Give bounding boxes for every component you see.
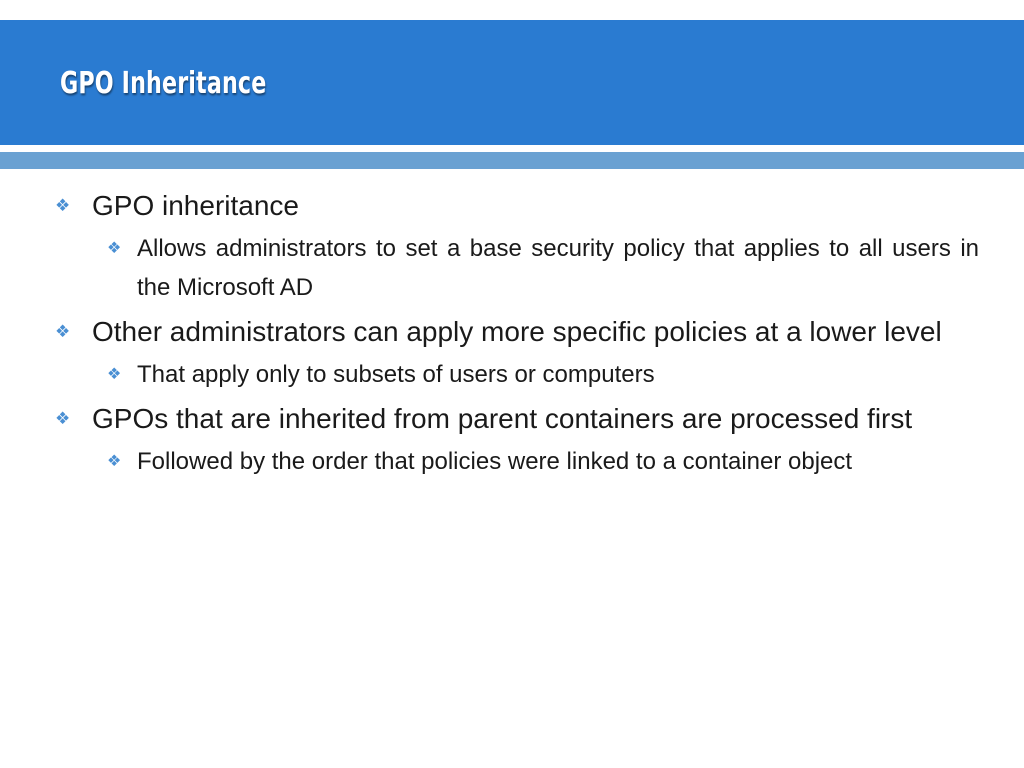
diamond-cluster-icon: ❖ xyxy=(55,322,71,341)
bullet-text: GPOs that are inherited from parent containers are processed first xyxy=(92,403,913,434)
bullet-item xyxy=(55,398,979,440)
bullet-list xyxy=(55,185,979,481)
diamond-cluster-icon: ❖ xyxy=(107,240,122,257)
bullet-text: Followed by the order that policies were linked to a container object xyxy=(137,448,853,475)
bullet-text: Allows administrators to set a base security policy that applies to all users in the Microsoft AD xyxy=(137,235,979,301)
slide-title: GPO Inheritance xyxy=(60,66,267,101)
bullet-item xyxy=(55,185,979,227)
bullet-text: GPO inheritance xyxy=(92,190,299,221)
sub-bullet-item xyxy=(55,229,979,307)
bullet-text: That apply only to subsets of users or computers xyxy=(137,361,655,388)
bullet-text: Other administrators can apply more specific policies at a lower level xyxy=(92,316,942,347)
sub-bullet-item xyxy=(55,442,979,481)
accent-strip xyxy=(0,152,1024,169)
bullet-item xyxy=(55,311,979,353)
diamond-cluster-icon: ❖ xyxy=(107,453,122,470)
diamond-cluster-icon: ❖ xyxy=(55,409,71,428)
sub-bullet-item xyxy=(55,355,979,394)
diamond-cluster-icon: ❖ xyxy=(55,196,71,215)
diamond-cluster-icon: ❖ xyxy=(107,366,122,383)
